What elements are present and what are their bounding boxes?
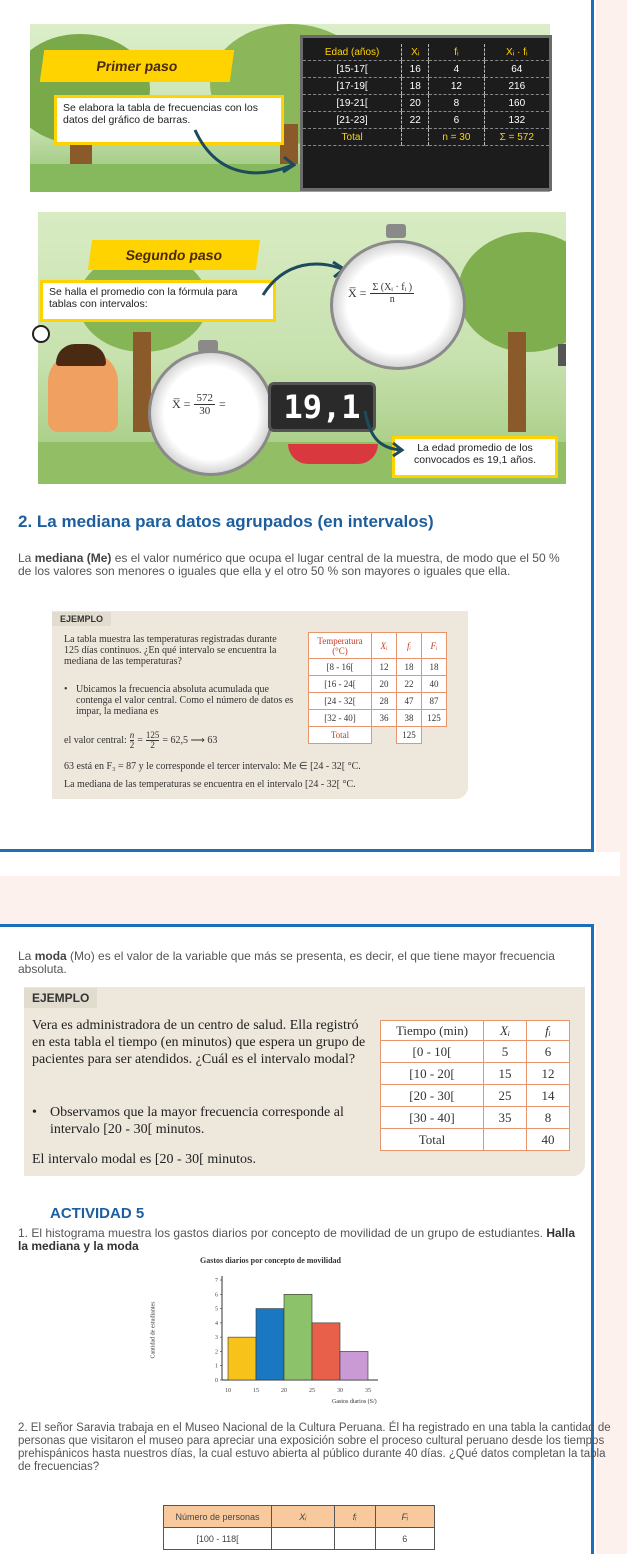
- board-cell: [21-23]: [303, 112, 402, 129]
- example-one-question: La tabla muestra las temperaturas registradas durante 125 días continuos. ¿En qué intervalo se encuentra la mediana de las temperaturas?: [64, 634, 277, 667]
- table-cell: 22: [397, 676, 422, 693]
- table-row: [381, 1041, 570, 1063]
- frac-den: 2: [129, 740, 135, 750]
- waiting-time-table: [380, 1020, 570, 1151]
- total-value: 40: [527, 1129, 570, 1151]
- soccer-ball-icon: [32, 325, 50, 343]
- table-cell: [24 - 32[: [309, 693, 372, 710]
- activity-title: ACTIVIDAD 5: [50, 1205, 145, 1222]
- board-total-n: n = 30: [429, 129, 484, 146]
- table-row: [309, 710, 447, 727]
- table-cell: 12: [372, 659, 397, 676]
- page-one-bottom-strip: [0, 852, 620, 876]
- activity-item-two: 2. El señor Saravia trabaja en el Museo Nacional de la Cultura Peruana. Él ha registrado en una tabla la cantidad de personas que visitaron el museo para apreciar una exposición sobre el proceso cultural peruano desde los tiempos prehispánicos hasta nuestros días, la cual estuvo abierta al público durante 40 días. ¿Qué datos completan la tabla de frecuencias?: [18, 1422, 611, 1473]
- table-header: Fᵢ: [422, 633, 447, 659]
- table-header: fᵢ: [334, 1506, 375, 1528]
- frac-num: 125: [145, 730, 160, 740]
- calc-fraction: [194, 392, 215, 417]
- frac-den: 2: [150, 740, 155, 750]
- frac-num: n: [129, 730, 135, 740]
- table-cell: [16 - 24[: [309, 676, 372, 693]
- table-cell: 40: [422, 676, 447, 693]
- definition-post: es el valor numérico que ocupa el lugar central de la muestra, de modo que el 50 % de los valores son menores o iguales que ella y el otro 50 % son mayores o iguales que ella.: [18, 551, 560, 578]
- table-cell: 15: [484, 1063, 527, 1085]
- calc-denominator: 30: [199, 405, 211, 417]
- example-one-line2: La mediana de las temperaturas se encuentra en el intervalo [24 - 32[ °C.: [64, 779, 356, 790]
- blank-input[interactable]: [272, 1528, 335, 1550]
- table-row: [164, 1528, 435, 1550]
- board-header: Xᵢ · fᵢ: [484, 44, 549, 61]
- example-one-bullet: [64, 684, 294, 717]
- board-cell: [19-21[: [303, 95, 402, 112]
- mean-calculation: [172, 392, 226, 417]
- y-tick-label: 3: [215, 1335, 218, 1342]
- x-tick-label: 35: [365, 1388, 371, 1394]
- histogram-bar: [340, 1351, 368, 1380]
- x-tick-label: 25: [309, 1388, 315, 1394]
- y-tick-label: 4: [215, 1320, 218, 1327]
- table-cell: 6: [375, 1528, 435, 1550]
- table-row: [309, 659, 447, 676]
- y-tick-label: 2: [215, 1349, 218, 1356]
- board-cell: 22: [402, 112, 429, 129]
- table-cell: 47: [397, 693, 422, 710]
- board-cell: [402, 129, 429, 146]
- total-value: 125: [397, 727, 422, 744]
- table-cell: 5: [484, 1041, 527, 1063]
- board-total-sum: Σ = 572: [484, 129, 549, 146]
- formula-denominator: n: [389, 294, 395, 305]
- example-two-question: Vera es administradora de un centro de salud. Ella registró en esta tabla el tiempo (en minutos) que espera un grupo de pacientes para ser atendidos. ¿Cuál es el intervalo modal?: [32, 1018, 366, 1067]
- example-one-tab: EJEMPLO: [52, 612, 111, 626]
- chart-ylabel: Cantidad de estudiantes: [150, 1301, 157, 1359]
- bullet-dot: •: [32, 1105, 37, 1120]
- table-cell: 14: [527, 1085, 570, 1107]
- table-header: Tiempo (min): [381, 1021, 484, 1041]
- table-cell: 18: [397, 659, 422, 676]
- y-tick-label: 6: [215, 1292, 218, 1299]
- example-two-tab: EJEMPLO: [24, 988, 97, 1008]
- board-cell: 4: [429, 61, 484, 78]
- formula-numerator: Σ (Xᵢ · fᵢ ): [372, 282, 413, 293]
- formula-fraction: [370, 282, 414, 305]
- formula-lhs: X̅ =: [348, 286, 367, 300]
- table-cell: 12: [527, 1063, 570, 1085]
- median-definition: [18, 552, 568, 578]
- table-row: [309, 676, 447, 693]
- item-one-instruction: Halla la mediana y la moda: [18, 1226, 575, 1253]
- person-hair: [56, 344, 106, 366]
- example-two-answer: El intervalo modal es [20 - 30[ minutos.: [32, 1152, 256, 1167]
- table-cell: [8 - 16[: [309, 659, 372, 676]
- calc-lhs: X̅ =: [172, 397, 191, 411]
- central-post: = 62,5 ⟶ 63: [162, 735, 218, 746]
- histogram-svg: [206, 1270, 396, 1402]
- total-label: Total: [309, 727, 372, 744]
- stopwatch-button: [198, 340, 218, 352]
- table-header: Número de personas: [164, 1506, 272, 1528]
- board-header: Edad (años): [303, 44, 402, 61]
- mean-formula: [348, 282, 414, 305]
- section-heading: 2. La mediana para datos agrupados (en intervalos): [18, 512, 434, 531]
- bullet-text: Ubicamos la frecuencia absoluta acumulada que contenga el valor central. Como el número de datos es impar, la mediana es: [76, 684, 294, 717]
- histogram-bar: [256, 1309, 284, 1380]
- table-cell: 38: [397, 710, 422, 727]
- table-cell: 35: [484, 1107, 527, 1129]
- frequency-board: [300, 35, 552, 191]
- central-fraction-one: [130, 731, 135, 750]
- step-two-text: Se halla el promedio con la fórmula para tablas con intervalos:: [40, 280, 276, 322]
- equals: =: [137, 735, 143, 746]
- table-cell: 20: [372, 676, 397, 693]
- definition-pre: La: [18, 551, 35, 565]
- stopwatch-formula: [330, 240, 466, 370]
- table-cell: [100 - 118[: [164, 1528, 272, 1550]
- table-row: [309, 693, 447, 710]
- bullet-text: Observamos que la mayor frecuencia corresponde al intervalo [20 - 30[ minutos.: [50, 1105, 344, 1137]
- x-tick-label: 15: [253, 1388, 259, 1394]
- table-cell: 125: [422, 710, 447, 727]
- y-tick-label: 7: [215, 1278, 218, 1284]
- table-header: fᵢ: [397, 633, 422, 659]
- table-cell: [0 - 10[: [381, 1041, 484, 1063]
- tree-trunk: [508, 332, 526, 432]
- step-two-conclusion: La edad promedio de los convocados es 19,1 años.: [392, 436, 558, 478]
- central-value-line: [64, 731, 217, 750]
- x-tick-label: 20: [281, 1388, 287, 1394]
- histogram-bar: [284, 1294, 312, 1380]
- board-cell: 16: [402, 61, 429, 78]
- table-row: [381, 1063, 570, 1085]
- board-header: Xᵢ: [402, 44, 429, 61]
- central-fraction-two: [146, 731, 160, 750]
- temperature-table: [308, 632, 447, 744]
- histogram-bar: [228, 1337, 256, 1380]
- table-header: Fᵢ: [375, 1506, 435, 1528]
- table-header: Temperatura (°C): [309, 633, 372, 659]
- example-one-line1: 63 está en F₃ = 87 y le corresponde el tercer intervalo: Me ∈ [24 - 32[ °C.: [64, 761, 361, 772]
- board-cell: [17-19[: [303, 78, 402, 95]
- table-total-row: [381, 1129, 570, 1151]
- y-tick-label: 1: [215, 1363, 218, 1370]
- visitors-table: [163, 1505, 435, 1550]
- table-row: [381, 1085, 570, 1107]
- board-total-label: Total: [303, 129, 402, 146]
- definition-term: moda: [34, 949, 67, 963]
- board-cell: 20: [402, 95, 429, 112]
- board-cell: 12: [429, 78, 484, 95]
- table-cell: [372, 727, 397, 744]
- table-header: Xᵢ: [372, 633, 397, 659]
- y-tick-label: 0: [215, 1378, 218, 1384]
- board-cell: 6: [429, 112, 484, 129]
- table-total-row: [309, 727, 447, 744]
- table-cell: 18: [422, 659, 447, 676]
- item-one-text: 1. El histograma muestra los gastos diarios por concepto de movilidad de un grupo de estudiantes.: [18, 1226, 547, 1240]
- stopwatch-button: [386, 224, 406, 238]
- page-one-right-border: [591, 0, 594, 852]
- table-row: [381, 1107, 570, 1129]
- table-cell: [32 - 40]: [309, 710, 372, 727]
- table-cell: 6: [527, 1041, 570, 1063]
- calc-numerator: 572: [196, 392, 213, 404]
- total-label: Total: [381, 1129, 484, 1151]
- chart-xlabel: Gastos diarios (S/): [332, 1399, 377, 1405]
- table-header: Xᵢ: [484, 1021, 527, 1041]
- x-tick-label: 10: [225, 1388, 231, 1394]
- board-cell: [15-17[: [303, 61, 402, 78]
- table-cell: 36: [372, 710, 397, 727]
- histogram-bar: [312, 1323, 340, 1380]
- board-cell: 8: [429, 95, 484, 112]
- table-cell: 25: [484, 1085, 527, 1107]
- result-display: 19,1: [268, 382, 376, 432]
- x-tick-label: 30: [337, 1388, 343, 1394]
- definition-post: (Mo) es el valor de la variable que más se presenta, es decir, el que tiene mayor frecuencia absoluta.: [18, 949, 555, 976]
- board-header: fᵢ: [429, 44, 484, 61]
- table-cell: [30 - 40]: [381, 1107, 484, 1129]
- y-tick-label: 5: [215, 1306, 218, 1313]
- arrow-icon: [190, 125, 300, 180]
- table-cell: 28: [372, 693, 397, 710]
- central-pre: el valor central:: [64, 735, 127, 746]
- table-cell: [10 - 20[: [381, 1063, 484, 1085]
- board-cell: 160: [484, 95, 549, 112]
- step-one-title: Primer paso: [40, 50, 234, 82]
- page-two-top-border: [0, 924, 594, 927]
- bullet-dot: •: [64, 684, 68, 695]
- definition-pre: La: [18, 949, 35, 963]
- table-header: Xᵢ: [272, 1506, 335, 1528]
- table-cell: 8: [527, 1107, 570, 1129]
- table-header: fᵢ: [527, 1021, 570, 1041]
- right-edge-marker: [558, 344, 566, 366]
- board-cell: 64: [484, 61, 549, 78]
- arrow-icon: [360, 408, 420, 458]
- blank-input[interactable]: [334, 1528, 375, 1550]
- example-two-bullet: [32, 1104, 372, 1138]
- board-cell: 132: [484, 112, 549, 129]
- histogram: [206, 1270, 396, 1394]
- step-two-title: Segundo paso: [88, 240, 260, 270]
- board-cell: 18: [402, 78, 429, 95]
- definition-term: mediana (Me): [34, 551, 112, 565]
- table-cell: 87: [422, 693, 447, 710]
- table-cell: [484, 1129, 527, 1151]
- board-cell: 216: [484, 78, 549, 95]
- step-one-text: Se elabora la tabla de frecuencias con los datos del gráfico de barras.: [54, 95, 284, 145]
- table-cell: [422, 727, 447, 744]
- table-cell: [20 - 30[: [381, 1085, 484, 1107]
- activity-item-one: [18, 1227, 583, 1253]
- chart-title: Gastos diarios por concepto de movilidad: [200, 1256, 341, 1265]
- calc-equals: =: [218, 397, 226, 411]
- mode-definition: [18, 950, 578, 976]
